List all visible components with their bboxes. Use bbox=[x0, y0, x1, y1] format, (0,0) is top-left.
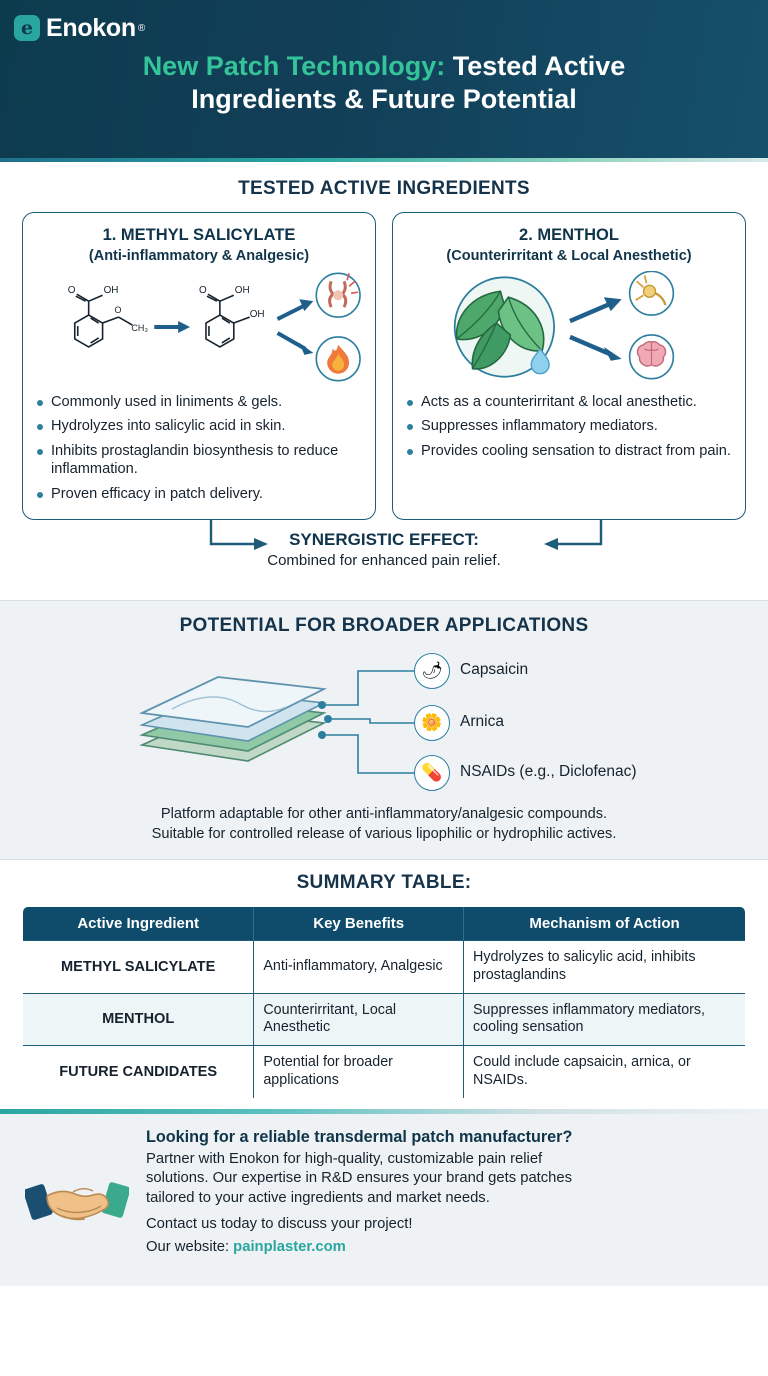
synergy-text-block bbox=[44, 530, 724, 569]
page-title-line2: Ingredients & Future Potential bbox=[191, 83, 577, 114]
cell-ingredient: FUTURE CANDIDATES bbox=[23, 1046, 254, 1099]
summary-table-section bbox=[0, 860, 768, 1109]
effect-arrows-icon bbox=[278, 299, 314, 355]
brand-bar bbox=[0, 0, 768, 46]
summary-table-heading: SUMMARY TABLE: bbox=[296, 871, 472, 893]
effect-arrows-icon bbox=[570, 297, 622, 361]
website-link[interactable]: painplaster.com bbox=[233, 1239, 346, 1256]
cell-ingredient: MENTHOL bbox=[23, 993, 254, 1046]
cell-benefits: Anti-inflammatory, Analgesic bbox=[254, 940, 464, 993]
footer-body bbox=[146, 1150, 746, 1258]
registered-trademark-icon: ® bbox=[137, 22, 146, 34]
label-oh-ring: OH bbox=[249, 308, 265, 320]
platform-note-line1: Platform adaptable for other anti-inflammatory/analgesic compounds. bbox=[160, 806, 608, 823]
methyl-salicylate-diagram bbox=[35, 271, 363, 389]
label-o: O bbox=[67, 284, 76, 296]
ingredient-card-methyl-salicylate bbox=[22, 212, 376, 520]
card-bullets bbox=[405, 393, 733, 461]
cell-mechanism: Hydrolyzes to salicylic acid, inhibits prostaglandins bbox=[464, 940, 746, 993]
page-header bbox=[0, 0, 768, 158]
ingredient-card-menthol bbox=[392, 212, 746, 520]
cell-benefits: Counterirritant, Local Anesthetic bbox=[254, 993, 464, 1046]
flower-glyph: 🌼 bbox=[421, 713, 443, 733]
nerve-cell-icon bbox=[630, 271, 674, 315]
label-oh: OH bbox=[103, 284, 119, 296]
column-header-mechanism: Mechanism of Action bbox=[464, 906, 746, 940]
patch-layers-svg bbox=[22, 649, 746, 801]
footer-title: Looking for a reliable transdermal patch manufacturer? bbox=[146, 1127, 573, 1146]
tested-ingredients-section bbox=[0, 162, 768, 600]
summary-table bbox=[22, 906, 746, 1099]
broader-applications-heading: POTENTIAL FOR BROADER APPLICATIONS bbox=[179, 615, 589, 637]
list-item: Proven efficacy in patch delivery. bbox=[35, 485, 363, 504]
table-row bbox=[23, 1046, 746, 1099]
label-oh-2: OH bbox=[234, 284, 250, 296]
page-title-rest: Tested Active bbox=[445, 51, 626, 81]
footer-line1: Partner with Enokon for high-quality, customizable pain relief bbox=[146, 1150, 543, 1167]
patch-layers-diagram bbox=[22, 649, 746, 801]
card-subtitle: (Counterirritant & Local Anesthetic) bbox=[446, 247, 692, 264]
list-item: Provides cooling sensation to distract from pain. bbox=[405, 442, 733, 461]
chemistry-structure-svg bbox=[35, 271, 363, 389]
column-header-key-benefits: Key Benefits bbox=[254, 906, 464, 940]
footer-cta bbox=[0, 1114, 768, 1286]
label-o-methyl: O bbox=[114, 304, 122, 315]
brand-name: Enokon bbox=[46, 13, 136, 42]
table-header-row bbox=[23, 906, 746, 940]
ingredient-cards bbox=[22, 212, 746, 520]
mint-leaf-icon bbox=[455, 277, 554, 376]
cell-mechanism: Suppresses inflammatory mediators, cooling sensation bbox=[464, 993, 746, 1046]
flame-inflammation-icon bbox=[316, 337, 360, 381]
cell-benefits: Potential for broader applications bbox=[254, 1046, 464, 1099]
synergy-subtitle: Combined for enhanced pain relief. bbox=[267, 552, 501, 570]
application-label-capsaicin: Capsaicin bbox=[460, 661, 529, 679]
table-row bbox=[23, 993, 746, 1046]
list-item: Hydrolyzes into salicylic acid in skin. bbox=[35, 417, 363, 436]
card-title: 1. METHYL SALICYLATE bbox=[102, 226, 296, 244]
list-item: Acts as a counterirritant & local anesthetic. bbox=[405, 393, 733, 412]
label-ch3: CH₃ bbox=[131, 322, 148, 333]
footer-line3: tailored to your active ingredients and market needs. bbox=[146, 1190, 490, 1206]
page-title-highlight: New Patch Technology: bbox=[142, 51, 446, 81]
list-item: Commonly used in liniments & gels. bbox=[35, 393, 363, 412]
cell-mechanism: Could include capsaicin, arnica, or NSAIDs. bbox=[464, 1046, 746, 1099]
list-item: Inhibits prostaglandin biosynthesis to reduce inflammation. bbox=[35, 442, 363, 479]
synergy-title: SYNERGISTIC EFFECT: bbox=[289, 530, 479, 550]
table-row bbox=[23, 940, 746, 993]
handshake-svg bbox=[25, 1162, 129, 1236]
footer-line4: Contact us today to discuss your project! bbox=[146, 1215, 413, 1232]
pill-glyph: 💊 bbox=[421, 763, 443, 783]
platform-note bbox=[22, 805, 746, 844]
column-header-active-ingredient: Active Ingredient bbox=[23, 906, 254, 940]
menthol-diagram bbox=[405, 271, 733, 389]
tested-ingredients-heading: TESTED ACTIVE INGREDIENTS bbox=[238, 178, 530, 199]
broader-applications-section bbox=[0, 600, 768, 859]
page-title bbox=[0, 46, 768, 116]
mint-leaf-svg bbox=[405, 271, 733, 389]
footer-website-prefix: Our website: bbox=[146, 1239, 234, 1256]
handshake-icon bbox=[22, 1128, 132, 1270]
footer-line2: solutions. Our expertise in R&D ensures your brand gets patches bbox=[146, 1170, 573, 1187]
brain-icon bbox=[630, 335, 674, 379]
list-item: Suppresses inflammatory mediators. bbox=[405, 417, 733, 436]
footer-text-block bbox=[146, 1128, 746, 1270]
card-bullets bbox=[35, 393, 363, 504]
knee-joint-pain-icon bbox=[316, 273, 360, 317]
cell-ingredient: METHYL SALICYLATE bbox=[23, 940, 254, 993]
footer-website-row bbox=[146, 1238, 746, 1258]
synergistic-effect bbox=[44, 520, 724, 594]
application-label-nsaids: NSAIDs (e.g., Diclofenac) bbox=[460, 763, 637, 781]
enokon-logo-icon: e bbox=[14, 15, 40, 41]
label-o-2: O bbox=[199, 284, 207, 296]
reaction-arrow-icon bbox=[154, 321, 190, 333]
application-label-arnica: Arnica bbox=[460, 713, 504, 731]
platform-note-line2: Suitable for controlled release of various lipophilic or hydrophilic actives. bbox=[151, 826, 617, 843]
card-subtitle: (Anti-inflammatory & Analgesic) bbox=[88, 247, 310, 264]
card-title: 2. MENTHOL bbox=[519, 226, 619, 244]
chili-glyph: 🌶 bbox=[421, 661, 443, 681]
